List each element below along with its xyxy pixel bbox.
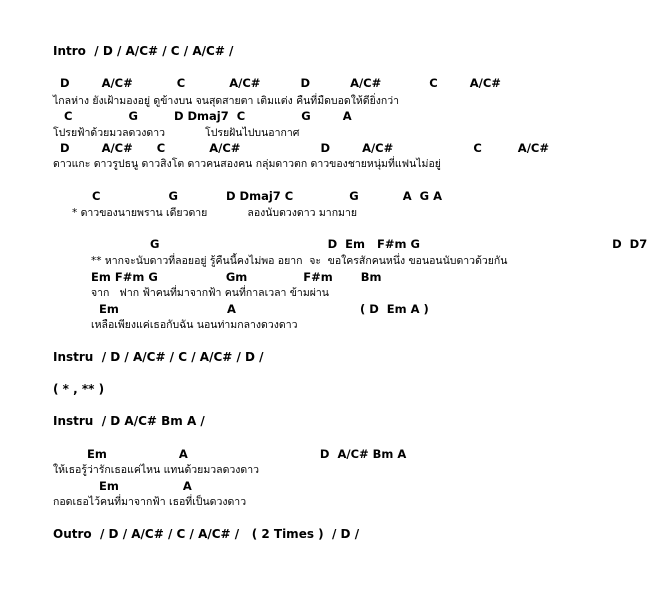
lyric-line: ** หากจะนับดาวที่ลอยอยู่ รู้คืนนี้คงไม่พอ อยาก จะ ขอใครสักคนหนึ่ง ขอนอนนับดาวด้วยกัน xyxy=(91,255,508,267)
lyric-line: โปรยฟ้าด้วยมวลดวงดาว โปรยฝันไปบนอากาศ xyxy=(53,127,300,139)
instru-line: Instru / D A/C# Bm A / xyxy=(53,414,205,428)
lyric-line: กอดเธอไว้คนที่มาจากฟ้า เธอที่เป็นดวงดาว xyxy=(53,496,247,508)
lyric-line: ให้เธอรู้ว่ารักเธอแค่ไหน แทนด้วยมวลดวงดาว xyxy=(53,464,260,476)
chord-line: Em A ( D Em A ) xyxy=(99,302,429,316)
lyric-line: เหลือเพียงแค่เธอกับฉัน นอนท่ามกลางดวงดาว xyxy=(91,319,298,331)
intro-line: Intro / D / A/C# / C / A/C# / xyxy=(53,44,234,58)
lyric-line: ดาวแกะ ดาวรูปธนู ดาวสิงโต ดาวคนสองคน กลุ่มดาวตก ดาวของชายหนุ่มที่แฟนไม่อยู่ xyxy=(53,158,441,170)
chord-line: Em A D A/C# Bm A xyxy=(87,447,407,461)
chord-line: Em A xyxy=(99,479,192,493)
chord-line: Em F#m G Gm F#m Bm xyxy=(91,270,382,284)
chord-line: C G D Dmaj7 C G A G A xyxy=(92,189,442,203)
instru-line: Instru / D / A/C# / C / A/C# / D / xyxy=(53,350,264,364)
lyric-line: จาก ฟาก ฟ้าคนที่มาจากฟ้า คนที่กาลเวลา ข้ามผ่าน xyxy=(91,287,329,299)
lyric-line: ไกลห่าง ยังเฝ้ามองอยู่ ดูข้างบน จนสุดสายตา เติมแต่ง คืนที่มืดบอดให้ดียิ่งกว่า xyxy=(53,95,400,107)
chord-line: D A/C# C A/C# D A/C# C A/C# xyxy=(60,141,549,155)
chord-line: C G D Dmaj7 C G A xyxy=(64,109,352,123)
chord-line: G D Em F#m G D D7 xyxy=(150,237,648,251)
chord-line: D A/C# C A/C# D A/C# C A/C# xyxy=(60,76,501,90)
lyric-line: * ดาวของนายพราน เดียวดาย ลองนับดวงดาว มากมาย xyxy=(72,207,358,219)
outro-line: Outro / D / A/C# / C / A/C# / ( 2 Times ) / D / xyxy=(53,527,360,541)
repeat-marker: ( * , ** ) xyxy=(53,382,105,396)
